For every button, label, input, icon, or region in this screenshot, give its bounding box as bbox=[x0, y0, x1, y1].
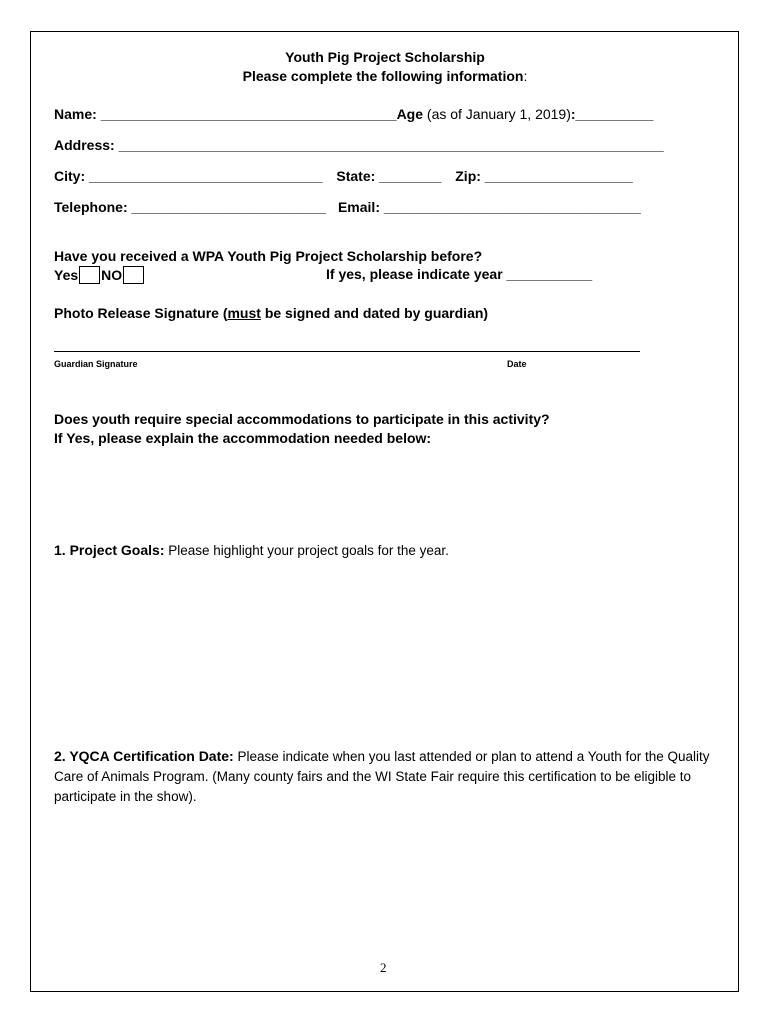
email-label: Email: bbox=[337, 199, 384, 215]
form-subtitle bbox=[0, 68, 770, 84]
page-number: 2 bbox=[380, 960, 387, 975]
state-label: State: bbox=[336, 168, 380, 184]
photo-release-pre: Photo Release Signature ( bbox=[54, 305, 228, 321]
photo-release-must: must bbox=[227, 305, 261, 321]
no-checkbox[interactable] bbox=[123, 266, 144, 284]
guardian-signature-line[interactable] bbox=[54, 351, 640, 352]
city-field[interactable]: ______________________________ bbox=[89, 168, 323, 184]
if-yes-year: If yes, please indicate year ___________ bbox=[326, 266, 593, 282]
address-row bbox=[54, 137, 664, 153]
age-label: Age bbox=[396, 106, 424, 122]
photo-release-label bbox=[54, 305, 488, 321]
age-note: (as of January 1, 2019) bbox=[423, 106, 571, 122]
yqca-heading: 2. YQCA Certification Date: bbox=[54, 748, 234, 764]
date-caption: Date bbox=[507, 359, 527, 369]
telephone-email-row bbox=[54, 199, 641, 215]
name-field[interactable]: ______________________________________ bbox=[100, 106, 397, 122]
address-field[interactable]: ______________________________________________________________________ bbox=[118, 137, 664, 153]
yes-checkbox[interactable] bbox=[79, 266, 100, 284]
zip-label: Zip: bbox=[455, 168, 485, 184]
state-field[interactable]: ________ bbox=[379, 168, 442, 184]
zip-field[interactable]: ___________________ bbox=[484, 168, 633, 184]
yqca-text: Please indicate when you last attended or plan to attend a Youth for the Quality Care of Animals Program. (Many county fairs and the WI State Fair require this certification to be eligible to participate in the show). bbox=[54, 749, 710, 804]
city-label: City: bbox=[54, 168, 89, 184]
form-title: Youth Pig Project Scholarship bbox=[285, 49, 485, 65]
guardian-signature-caption: Guardian Signature bbox=[54, 359, 138, 369]
project-goals-text: Please highlight your project goals for the year. bbox=[164, 543, 449, 558]
project-goals-heading: 1. Project Goals: bbox=[54, 542, 165, 558]
photo-release-post: be signed and dated by guardian) bbox=[260, 305, 489, 321]
city-state-zip-row bbox=[54, 168, 633, 184]
accommodations-answer-area[interactable] bbox=[54, 452, 714, 532]
project-goals-answer-area[interactable] bbox=[54, 566, 714, 736]
name-age-row bbox=[54, 106, 653, 122]
address-label: Address: bbox=[54, 137, 119, 153]
yes-no-row bbox=[54, 266, 145, 284]
yqca-section bbox=[54, 746, 722, 807]
no-label: NO bbox=[101, 267, 123, 283]
accommodations-question: Does youth require special accommodations to participate in this activity? bbox=[54, 411, 550, 427]
telephone-field[interactable]: _________________________ bbox=[131, 199, 327, 215]
form-subtitle-text: Please complete the following information bbox=[242, 68, 524, 84]
telephone-label: Telephone: bbox=[54, 199, 132, 215]
email-field[interactable]: _________________________________ bbox=[383, 199, 641, 215]
age-field[interactable]: :__________ bbox=[570, 106, 654, 122]
yes-label: Yes bbox=[54, 267, 79, 283]
accommodations-explain: If Yes, please explain the accommodation needed below: bbox=[54, 430, 432, 446]
project-goals-section bbox=[54, 540, 719, 561]
form-subtitle-colon: : bbox=[523, 68, 528, 84]
wpa-question: Have you received a WPA Youth Pig Project Scholarship before? bbox=[54, 248, 483, 264]
name-label: Name: bbox=[54, 106, 101, 122]
yqca-answer-area[interactable] bbox=[54, 812, 714, 952]
